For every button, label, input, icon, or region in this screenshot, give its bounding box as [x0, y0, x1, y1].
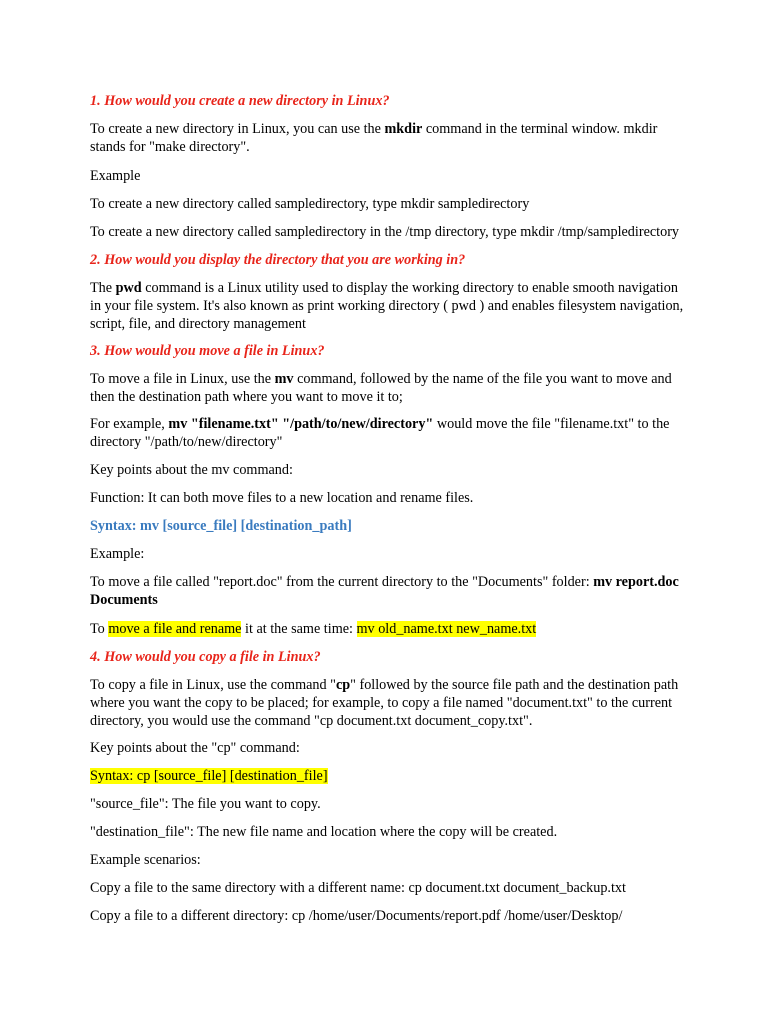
mv-report-command: mv report.doc Documents	[90, 574, 679, 608]
q1-paragraph: To create a new directory in Linux, you can use the mkdir command in the terminal window. mkdir stands for "make directory".	[90, 121, 658, 155]
question-1-heading: 1. How would you create a new directory in Linux?	[90, 93, 390, 109]
cp-syntax: Syntax: cp [source_file] [destination_file]	[90, 768, 328, 784]
highlight-mv-command: mv old_name.txt new_name.txt	[356, 621, 537, 637]
mkdir-term: mkdir	[384, 121, 423, 137]
q3-function: Function: It can both move files to a new location and rename files.	[90, 490, 474, 506]
mv-term: mv	[274, 371, 294, 387]
q2-paragraph: The pwd command is a Linux utility used to display the working directory to enable smooth navigation in your file system. It's also known as print working directory ( pwd ) and enables filesystem navigation, script, file, and directory management	[90, 280, 684, 332]
mv-syntax: Syntax: mv [source_file] [destination_path]	[90, 518, 352, 534]
q3-example-label: Example:	[90, 546, 145, 562]
question-3-heading: 3. How would you move a file in Linux?	[90, 343, 325, 359]
question-4-heading: 4. How would you copy a file in Linux?	[90, 649, 321, 665]
q1-example-2: To create a new directory called sampledirectory in the /tmp directory, type mkdir /tmp/sampledirectory	[90, 224, 680, 240]
q4-destination-file: "destination_file": The new file name and location where the copy will be created.	[90, 824, 558, 840]
q3-paragraph-1: To move a file in Linux, use the mv command, followed by the name of the file you want to move and then the destination path where you want to move it to;	[90, 371, 672, 405]
question-2-heading: 2. How would you display the directory that you are working in?	[90, 252, 466, 268]
q4-scenarios-label: Example scenarios:	[90, 852, 201, 868]
q4-key-points: Key points about the "cp" command:	[90, 740, 300, 756]
q3-paragraph-3: To move a file called "report.doc" from the current directory to the "Documents" folder: mv report.doc Documents	[90, 574, 679, 608]
q1-example-1: To create a new directory called sampledirectory, type mkdir sampledirectory	[90, 196, 530, 212]
q4-paragraph: To copy a file in Linux, use the command "cp" followed by the source file path and the destination path where you want the copy to be placed; for example, to copy a file named "document.txt" to the current directory, you would use the command "cp document.txt document_copy.txt".	[90, 677, 679, 729]
q1-example-label: Example	[90, 168, 141, 184]
highlight-move-rename: move a file and rename	[108, 621, 242, 637]
q4-scenario-2: Copy a file to a different directory: cp /home/user/Documents/report.pdf /home/user/Desktop/	[90, 908, 623, 924]
q3-paragraph-2: For example, mv "filename.txt" "/path/to/new/directory" would move the file "filename.txt" to the directory "/path/to/new/directory"	[90, 416, 670, 450]
cp-term: cp	[335, 677, 351, 693]
q4-source-file: "source_file": The file you want to copy.	[90, 796, 321, 812]
q3-key-points: Key points about the mv command:	[90, 462, 293, 478]
mv-example-command: mv "filename.txt" "/path/to/new/directory"	[168, 416, 434, 432]
q3-paragraph-4: To move a file and rename it at the same time: mv old_name.txt new_name.txt	[90, 621, 537, 637]
pwd-term: pwd	[115, 280, 142, 296]
q4-scenario-1: Copy a file to the same directory with a different name: cp document.txt document_backup.txt	[90, 880, 626, 896]
